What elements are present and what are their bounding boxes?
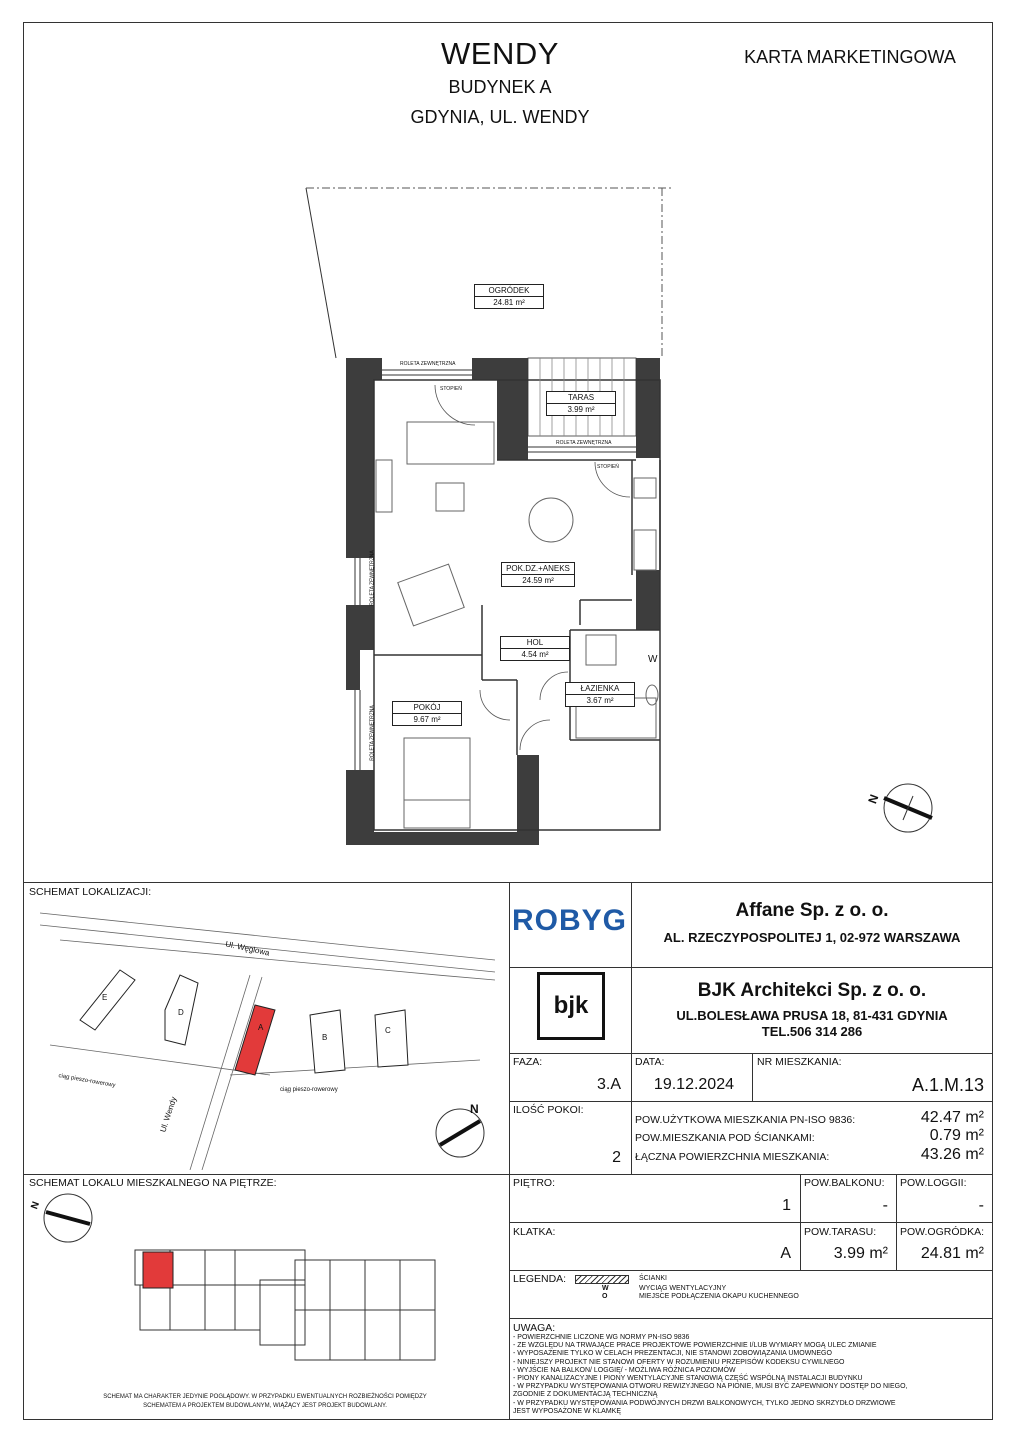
location-title: SCHEMAT LOKALIZACJI: [29,886,152,898]
note-line: - WYJŚCIE NA BALKON/ LOGGIĘ/ - MOŻLIWA RÓŻNICA POZIOMÓW [513,1366,736,1374]
divider [509,1318,993,1319]
data-value: 19.12.2024 [653,1076,734,1093]
note-line: - PIONY KANALIZACYJNE I PIONY WENTYLACYJNE STANOWIĄ CZĘŚĆ WSPÓLNĄ INSTALACJI BUDYNKU [513,1375,863,1383]
room-garden: OGRÓDEK 24.81 m² [474,284,544,309]
divider [509,882,510,1420]
note-line: JEST WYPOSAŻONE W KLAMKĘ [513,1407,622,1415]
plan-north-arrow [884,784,932,832]
divider [23,1174,993,1175]
floor-scheme-map [30,1190,450,1390]
room-terrace: TARAS 3.99 m² [546,391,616,416]
developer-address: AL. RZECZYPOSPOLITEJ 1, 02-972 WARSZAWA [663,930,961,945]
project-title: WENDY [441,36,559,71]
divider [509,967,993,968]
pow-pod-label: POW.MIESZKANIA POD ŚCIANKAMI: [635,1132,815,1144]
room-hall: HOL 4.54 m² [500,636,570,661]
legend-w-symbol: W [602,1285,609,1292]
divider [752,1053,753,1101]
location-north-label: N [470,1102,479,1116]
note-line: - NINIEJSZY PROJEKT NIE STANOWI OFERTY W ROZUMIENIU PRZEPISÓW KODEKSU CYWILNEGO [513,1358,845,1366]
building-d-label: D [178,1008,184,1017]
faza-label: FAZA: [513,1056,543,1068]
klatka-value: A [780,1245,791,1262]
bjk-logo-text: bjk [553,992,589,1019]
pow-laczna-value: 43.26 m² [920,1146,984,1163]
note-line: - ZE WZGLĘDU NA TRWAJĄCE PRACE PROJEKTOWE POWIERZCHNIE I/LUB WYMIARY MOGĄ ULEC ZMIANIE [513,1342,877,1350]
taras-label: POW.TARASU: [804,1226,877,1238]
architect-phone: TEL.506 314 286 [761,1024,863,1039]
plan-north-label: N [865,792,882,806]
nr-value: A.1.M.13 [911,1075,984,1095]
pow-uzytkowa-value: 42.47 m² [920,1109,984,1126]
architect-name: BJK Architekci Sp. z o. o. [697,980,927,1001]
pow-pod-value: 0.79 m² [929,1127,984,1144]
project-address: GDYNIA, UL. WENDY [410,107,590,127]
note-line: ZGODNIE Z DOKUMENTACJĄ TECHNICZNĄ [513,1391,658,1399]
disclaimer-line2: SCHEMATEM A PROJEKTEM BUDOWLANYM, WIĄŻĄCY JEST PROJEKT BUDOWLANY. [143,1403,387,1409]
walls-hatch-icon [575,1275,629,1284]
legend-o-symbol: O [602,1293,608,1300]
room-bathroom: ŁAZIENKA 3.67 m² [565,682,635,707]
card-type: KARTA MARKETINGOWA [744,47,956,67]
developer-name: Affane Sp. z o. o. [735,900,889,921]
roleta-terrace-label: ROLETA ZEWNĘTRZNA [556,440,612,446]
roleta-side2-label: ROLETA ZEWNĘTRZNA [369,705,376,761]
building-c-label: C [385,1026,391,1035]
disclaimer-line1: SCHEMAT MA CHARAKTER JEDYNIE POGLĄDOWY. W PRZYPADKU EWENTUALNYCH ROZBIEŻNOŚCI POMIĘDZY [103,1394,427,1400]
floor-scheme-title: SCHEMAT LOKALU MIESZKALNEGO NA PIĘTRZE: [29,1177,277,1189]
floor-scheme-north-label: N [29,1200,43,1211]
divider [509,1222,993,1223]
stopien-terrace-label: STOPIEŃ [597,464,619,470]
divider [631,1053,632,1101]
legend-walls: ŚCIANKI [639,1275,668,1282]
ogrodek-value: 24.81 m² [920,1245,984,1262]
robyg-logo: ROBYG [512,904,628,937]
taras-value: 3.99 m² [833,1245,888,1262]
building-name: BUDYNEK A [448,77,552,97]
balkon-label: POW.BALKONU: [804,1177,885,1189]
building-e-label: E [102,993,108,1002]
note-line: - W PRZYPADKU WYSTĘPOWANIA PODWÓJNYCH DRZWI BALKONOWYCH, TYLKO JEDNO SKRZYDŁO DRZWIOWE [513,1399,896,1407]
data-label: DATA: [635,1056,665,1068]
legend-label: LEGENDA: [513,1273,567,1285]
path-label-1: ciąg pieszo-rowerowy [57,1073,116,1089]
building-a-label: A [258,1023,264,1032]
building-b-label: B [322,1033,328,1042]
klatka-label: KLATKA: [513,1226,556,1238]
roleta-label: ROLETA ZEWNĘTRZNA [400,361,456,367]
vent-symbol: W [648,654,658,665]
nr-label: NR MIESZKANIA: [757,1056,842,1068]
divider [509,1270,993,1271]
notes-label: UWAGA: [513,1322,556,1334]
architect-address: UL.BOLESŁAWA PRUSA 18, 81-431 GDYNIA [676,1008,948,1023]
legend-o-text: MIEJSCE PODŁĄCZENIA OKAPU KUCHENNEGO [639,1293,799,1300]
location-map [40,905,500,1170]
divider [631,1101,632,1174]
street-weglowa: Ul. Węglowa [224,939,271,958]
pietro-label: PIĘTRO: [513,1177,556,1189]
pow-laczna-label: ŁĄCZNA POWIERZCHNIA MIESZKANIA: [635,1151,830,1163]
street-wendy: Ul. Wendy [158,1095,179,1134]
loggia-value: - [978,1197,984,1214]
balkon-value: - [882,1197,888,1214]
loggia-label: POW.LOGGII: [900,1177,967,1189]
room-bedroom: POKÓJ 9.67 m² [392,701,462,726]
path-label-2: ciąg pieszo-rowerowy [280,1087,338,1093]
divider [509,1101,993,1102]
pokoi-value: 2 [612,1149,621,1166]
note-line: - WYPOSAŻENIE TYLKO W CELACH PREZENTACJI, NIE STANOWI ZOBOWIĄZANIA UMOWNEGO [513,1350,832,1358]
faza-value: 3.A [596,1076,621,1093]
notes-list [513,1334,983,1416]
divider [509,1053,993,1054]
room-living: POK.DZ.+ANEKS 24.59 m² [501,562,575,587]
note-line: - W PRZYPADKU WYSTĘPOWANIA OTWORU REWIZYJNEGO NA PIONIE, MUSI BYĆ ZAPEWNIONY DOSTĘP DO NIEGO, [513,1383,908,1391]
bjk-logo [537,972,605,1040]
ogrodek-label: POW.OGRÓDKA: [900,1226,985,1238]
pietro-value: 1 [782,1197,791,1214]
pokoi-label: ILOŚĆ POKOI: [513,1104,584,1116]
stopien-label: STOPIEŃ [440,386,462,392]
note-line: - POWIERZCHNIE LICZONE WG NORMY PN-ISO 9836 [513,1334,690,1341]
roleta-side1-label: ROLETA ZEWNĘTRZNA [369,550,376,606]
pow-uzytkowa-label: POW.UŻYTKOWA MIESZKANIA PN-ISO 9836: [635,1114,856,1126]
divider [23,882,993,883]
legend-w-text: WYCIĄG WENTYLACYJNY [639,1285,727,1292]
